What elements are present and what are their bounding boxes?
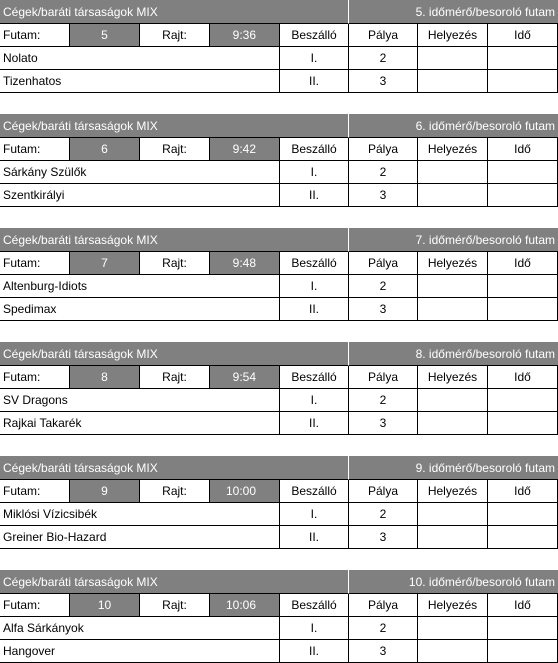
team-name: Greiner Bio-Hazard <box>0 526 280 549</box>
col-header-palya: Pálya <box>349 366 418 389</box>
team-ido-cell[interactable] <box>488 526 558 549</box>
rajt-label: Rajt: <box>140 24 210 47</box>
team-beszallo: I. <box>280 47 349 70</box>
team-beszallo: I. <box>280 275 349 298</box>
heat-block <box>0 456 558 545</box>
team-helyezes-cell[interactable] <box>418 503 488 526</box>
col-header-helyezes: Helyezés <box>418 480 488 503</box>
team-ido-cell[interactable] <box>488 503 558 526</box>
team-palya: 3 <box>349 298 418 321</box>
team-beszallo: II. <box>280 412 349 435</box>
col-header-palya: Pálya <box>349 480 418 503</box>
heat-title: 7. időmérő/besoroló futam <box>349 228 558 252</box>
team-ido-cell[interactable] <box>488 617 558 640</box>
col-header-beszallo: Beszálló <box>280 594 349 617</box>
team-helyezes-cell[interactable] <box>418 389 488 412</box>
heat-block <box>0 570 558 659</box>
team-name: Sárkány Szülők <box>0 161 280 184</box>
team-palya: 2 <box>349 617 418 640</box>
team-name: Szentkirályi <box>0 184 280 207</box>
futam-label: Futam: <box>0 24 70 47</box>
team-palya: 2 <box>349 503 418 526</box>
rajt-label: Rajt: <box>140 138 210 161</box>
team-helyezes-cell[interactable] <box>418 617 488 640</box>
col-header-palya: Pálya <box>349 252 418 275</box>
col-header-palya: Pálya <box>349 24 418 47</box>
rajt-time: 9:42 <box>210 138 280 161</box>
futam-number: 5 <box>70 24 140 47</box>
team-palya: 2 <box>349 275 418 298</box>
team-helyezes-cell[interactable] <box>418 184 488 207</box>
team-palya: 3 <box>349 70 418 93</box>
category-header: Cégek/baráti társaságok MIX <box>0 0 349 24</box>
team-name: Altenburg-Idiots <box>0 275 280 298</box>
team-beszallo: I. <box>280 161 349 184</box>
team-ido-cell[interactable] <box>488 70 558 93</box>
col-header-ido: Idő <box>488 366 558 389</box>
heat-title: 10. időmérő/besoroló futam <box>349 570 558 594</box>
col-header-palya: Pálya <box>349 138 418 161</box>
team-helyezes-cell[interactable] <box>418 640 488 663</box>
rajt-label: Rajt: <box>140 594 210 617</box>
team-palya: 2 <box>349 389 418 412</box>
futam-number: 7 <box>70 252 140 275</box>
team-ido-cell[interactable] <box>488 275 558 298</box>
category-header: Cégek/baráti társaságok MIX <box>0 228 349 252</box>
team-beszallo: II. <box>280 526 349 549</box>
rajt-time: 9:36 <box>210 24 280 47</box>
col-header-palya: Pálya <box>349 594 418 617</box>
rajt-time: 9:54 <box>210 366 280 389</box>
heat-block <box>0 114 558 203</box>
heat-title: 8. időmérő/besoroló futam <box>349 342 558 366</box>
category-header: Cégek/baráti társaságok MIX <box>0 570 349 594</box>
rajt-label: Rajt: <box>140 480 210 503</box>
team-palya: 3 <box>349 184 418 207</box>
col-header-beszallo: Beszálló <box>280 366 349 389</box>
team-palya: 3 <box>349 526 418 549</box>
futam-number: 9 <box>70 480 140 503</box>
team-name: Miklósi Vízicsibék <box>0 503 280 526</box>
heat-block <box>0 228 558 317</box>
team-name: Hangover <box>0 640 280 663</box>
rajt-label: Rajt: <box>140 252 210 275</box>
team-beszallo: II. <box>280 70 349 93</box>
futam-label: Futam: <box>0 252 70 275</box>
category-header: Cégek/baráti társaságok MIX <box>0 342 349 366</box>
category-header: Cégek/baráti társaságok MIX <box>0 114 349 138</box>
team-name: Nolato <box>0 47 280 70</box>
futam-label: Futam: <box>0 366 70 389</box>
team-beszallo: II. <box>280 298 349 321</box>
team-helyezes-cell[interactable] <box>418 161 488 184</box>
team-palya: 2 <box>349 47 418 70</box>
heat-title: 5. időmérő/besoroló futam <box>349 0 558 24</box>
team-beszallo: I. <box>280 617 349 640</box>
heat-block <box>0 342 558 431</box>
team-helyezes-cell[interactable] <box>418 47 488 70</box>
futam-label: Futam: <box>0 480 70 503</box>
col-header-ido: Idő <box>488 252 558 275</box>
col-header-helyezes: Helyezés <box>418 138 488 161</box>
team-beszallo: II. <box>280 184 349 207</box>
team-name: Spedimax <box>0 298 280 321</box>
heat-title: 6. időmérő/besoroló futam <box>349 114 558 138</box>
category-header: Cégek/baráti társaságok MIX <box>0 456 349 480</box>
heat-block <box>0 0 558 89</box>
futam-number: 6 <box>70 138 140 161</box>
team-ido-cell[interactable] <box>488 389 558 412</box>
col-header-ido: Idő <box>488 480 558 503</box>
futam-label: Futam: <box>0 594 70 617</box>
col-header-beszallo: Beszálló <box>280 138 349 161</box>
col-header-helyezes: Helyezés <box>418 366 488 389</box>
futam-number: 8 <box>70 366 140 389</box>
team-ido-cell[interactable] <box>488 47 558 70</box>
col-header-ido: Idő <box>488 24 558 47</box>
team-name: SV Dragons <box>0 389 280 412</box>
team-ido-cell[interactable] <box>488 640 558 663</box>
team-beszallo: I. <box>280 389 349 412</box>
rajt-label: Rajt: <box>140 366 210 389</box>
team-helyezes-cell[interactable] <box>418 412 488 435</box>
team-name: Tizenhatos <box>0 70 280 93</box>
team-ido-cell[interactable] <box>488 412 558 435</box>
rajt-time: 10:06 <box>210 594 280 617</box>
team-ido-cell[interactable] <box>488 298 558 321</box>
team-helyezes-cell[interactable] <box>418 526 488 549</box>
rajt-time: 10:00 <box>210 480 280 503</box>
col-header-beszallo: Beszálló <box>280 480 349 503</box>
team-beszallo: II. <box>280 640 349 663</box>
team-helyezes-cell[interactable] <box>418 298 488 321</box>
col-header-helyezes: Helyezés <box>418 252 488 275</box>
team-beszallo: I. <box>280 503 349 526</box>
col-header-helyezes: Helyezés <box>418 594 488 617</box>
team-name: Rajkai Takarék <box>0 412 280 435</box>
team-name: Alfa Sárkányok <box>0 617 280 640</box>
col-header-helyezes: Helyezés <box>418 24 488 47</box>
team-helyezes-cell[interactable] <box>418 70 488 93</box>
col-header-beszallo: Beszálló <box>280 24 349 47</box>
col-header-beszallo: Beszálló <box>280 252 349 275</box>
col-header-ido: Idő <box>488 594 558 617</box>
heat-title: 9. időmérő/besoroló futam <box>349 456 558 480</box>
team-palya: 3 <box>349 412 418 435</box>
col-header-ido: Idő <box>488 138 558 161</box>
team-ido-cell[interactable] <box>488 184 558 207</box>
futam-number: 10 <box>70 594 140 617</box>
rajt-time: 9:48 <box>210 252 280 275</box>
futam-label: Futam: <box>0 138 70 161</box>
team-palya: 3 <box>349 640 418 663</box>
team-helyezes-cell[interactable] <box>418 275 488 298</box>
team-palya: 2 <box>349 161 418 184</box>
team-ido-cell[interactable] <box>488 161 558 184</box>
